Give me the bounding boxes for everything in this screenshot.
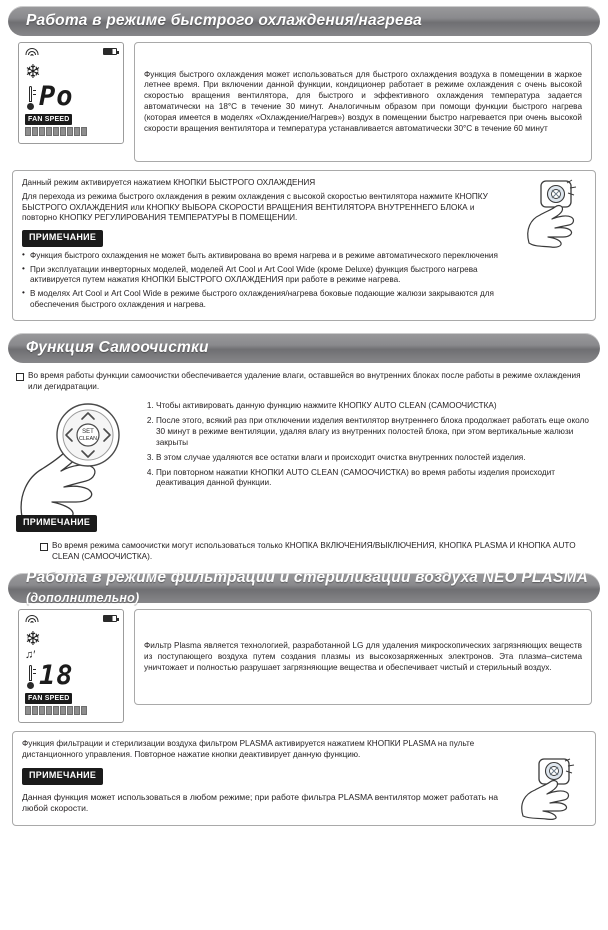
display-segment-value: 18 — [39, 660, 74, 692]
fast-cooling-content — [8, 42, 600, 162]
plasma-description-box — [134, 609, 592, 705]
note-label-plasma: ПРИМЕЧАНИЕ — [22, 768, 103, 785]
fast-cooling-activation-line-1: Данный режим активируется нажатием КНОПКИ БЫСТРОГО ОХЛАЖДЕНИЯ — [22, 178, 316, 187]
list-item: 1. Чтобы активировать данную функцию нажмите КНОПКУ AUTO CLEAN (САМООЧИСТКА) — [156, 401, 594, 412]
plasma-note-text: Данная функция может использоваться в любом режиме; при работе фильтра PLASMA вентилятор может работать на любой скорости. — [22, 791, 498, 814]
fast-cooling-activation-box — [12, 170, 596, 321]
list-item: 2. После этого, всякий раз при отключении изделия вентилятор внутреннего блока продолжает работать еще около 30 минут в режиме вентиляции, удаляя влагу из внутренних полостей блока, при этом вертикальные жалюзи закрыты — [156, 416, 594, 448]
fast-cooling-description: Функция быстрого охлаждения может использоваться для быстрого охлаждения воздуха в помещении в жаркое летнее время. При включении данной функции, кондиционер работает в режиме охлаждения с очень высокой скоростью вращения вентилятора, для быстрого и эффективного охлаждения температура задается автоматически на 18°C в течение 30 минут. Аналогичным образом при помощи функции быстрого нагрева (которая имеется в моделях «Охлаждение/Нагрев») воздух в помещении быстро нагревается при очень высокой скорости вращения вентилятора и температура устанавливается автоматически 30°C в течение 60 минут — [144, 69, 582, 133]
list-item: Во время режима самоочистки могут использоваться только КНОПКА ВКЛЮЧЕНИЯ/ВЫКЛЮЧЕНИЯ, КНОПКА PLASMA И КНОПКА AUTO CLEAN (САМООЧИСТКА). — [40, 541, 594, 563]
section-title-plasma-tail: (дополнительно) — [26, 591, 140, 606]
section-header-plasma — [8, 568, 600, 606]
section-title-plasma — [26, 568, 600, 609]
auto-clean-steps-wrap — [142, 399, 594, 493]
auto-clean-body — [8, 395, 600, 539]
battery-icon — [103, 48, 117, 55]
note-label-auto-clean: ПРИМЕЧАНИЕ — [16, 515, 97, 532]
hand-pressing-remote-illustration-1 — [507, 179, 589, 249]
plasma-content — [8, 609, 600, 723]
svg-text:CLEAN: CLEAN — [79, 436, 97, 443]
battery-icon — [103, 615, 117, 622]
list-item: • При эксплуатации инверторных моделей, моделей Art Cool и Art Cool Wide (кроме Deluxe) функция быстрого нагрева активируется путем нажатия КНОПКИ БЫСТРОГО ОХЛАЖДЕНИЯ при работе в режиме нагрева. — [22, 265, 505, 287]
remote-display-fast — [18, 42, 124, 144]
auto-clean-remote-illustration — [16, 399, 142, 539]
note-label-fast: ПРИМЕЧАНИЕ — [22, 230, 103, 247]
display-segment-value: Po — [39, 81, 74, 112]
wifi-icon — [25, 48, 39, 59]
snowflake-icon: ❄ — [25, 62, 41, 83]
section-title-fast-cooling: Работа в режиме быстрого охлаждения/нагрева — [26, 11, 422, 29]
remote-display-plasma — [18, 609, 124, 723]
snowflake-icon: ❄ — [25, 629, 41, 651]
fan-speed-label: FAN SPEED — [25, 693, 72, 704]
thermometer-icon — [25, 86, 36, 110]
plasma-activation-box — [12, 731, 596, 825]
auto-clean-outro-wrap — [8, 539, 600, 563]
list-item: • Функция быстрого охлаждения не может быть активирована во время нагрева и в режиме автоматического переключения — [22, 251, 505, 262]
section-header-fast-cooling — [8, 6, 600, 36]
auto-clean-intro-list — [16, 371, 594, 393]
plasma-activation-text: Функция фильтрации и стерилизации воздуха фильтром PLASMA активируется нажатием КНОПКИ PLASMA на пульте дистанционного управления. Повторное нажатие кнопки деактивирует данную функцию. — [22, 739, 475, 760]
fan-speed-bars — [25, 706, 117, 715]
hand-remote-svg-3 — [503, 758, 587, 820]
section-title-auto-clean: Функция Самоочистки — [26, 338, 209, 356]
thermometer-icon — [25, 665, 36, 689]
note-badge-fast — [22, 230, 505, 247]
auto-clean-outro-list — [40, 541, 594, 563]
fast-cooling-description-box — [134, 42, 592, 162]
wifi-icon — [25, 615, 39, 626]
svg-text:SET: SET — [82, 429, 94, 436]
display-status-row-plasma — [25, 615, 117, 629]
plasma-description: Фильтр Plasma является технологией, разработанной LG для удаления микроскопических загрязняющих веществ из поступающего воздуха путем создания плазмы из высокозаряженных электронов. Эта плазма–система уничтожает и полностью разрушает загрязняющие вещества и обеспечивает чистый и стерильный воздух. — [144, 640, 582, 672]
hand-remote-svg-2 — [16, 399, 142, 525]
display-temperature-row — [25, 81, 117, 112]
document-page — [0, 6, 608, 930]
note-badge-auto-clean — [16, 515, 97, 532]
plasma-bell-icon: ♫′ — [25, 649, 36, 662]
fast-cooling-activation-line-2: Для перехода из режима быстрого охлаждения в режим охлаждения с высокой скоростью вентилятора нажмите КНОПКУ БЫСТРОГО ОХЛАЖДЕНИЯ или КНОПКУ ВЫБОРА СКОРОСТИ ВРАЩЕНИЯ ВЕНТИЛЯТОРА ВНУТРЕННЕГО БЛОКА и повторно КНОПКУ РЕГУЛИРОВАНИЯ ТЕМПЕРАТУРЫ В ПОМЕЩЕНИИ. — [22, 191, 488, 223]
list-item: • В моделях Art Cool и Art Cool Wide в режиме быстрого охлаждения/нагрева боковые подающие жалюзи закрываются для обеспечения быстрого охлаждения и нагрева. — [22, 289, 505, 311]
fast-cooling-notes-list — [22, 251, 505, 310]
display-temperature-row-plasma — [25, 660, 117, 692]
note-badge-plasma — [22, 768, 503, 785]
fan-speed-bars — [25, 127, 117, 136]
hand-pressing-remote-illustration-3 — [503, 758, 587, 820]
section-title-plasma-main: Работа в режиме фильтрации и стерилизации воздуха — [26, 568, 479, 586]
list-item: 4. При повторном нажатии КНОПКИ AUTO CLEAN (САМООЧИСТКА) во время работы изделия происходит деактивация данной функции. — [156, 468, 594, 490]
auto-clean-intro-wrap — [8, 369, 600, 393]
auto-clean-steps — [142, 401, 594, 489]
section-title-plasma-emphasis: NEO PLASMA — [482, 568, 588, 586]
hand-remote-svg-1 — [507, 179, 589, 249]
fan-speed-label: FAN SPEED — [25, 114, 72, 125]
display-status-row — [25, 48, 117, 62]
list-item: Во время работы функции самоочистки обеспечивается удаление влаги, оставшейся во внутренних блоках после работы в режиме охлаждения или дегидратации. — [16, 371, 594, 393]
section-header-auto-clean — [8, 333, 600, 363]
list-item: 3. В этом случае удаляются все остатки влаги и происходит очистка внутренних полостей изделия. — [156, 453, 594, 464]
